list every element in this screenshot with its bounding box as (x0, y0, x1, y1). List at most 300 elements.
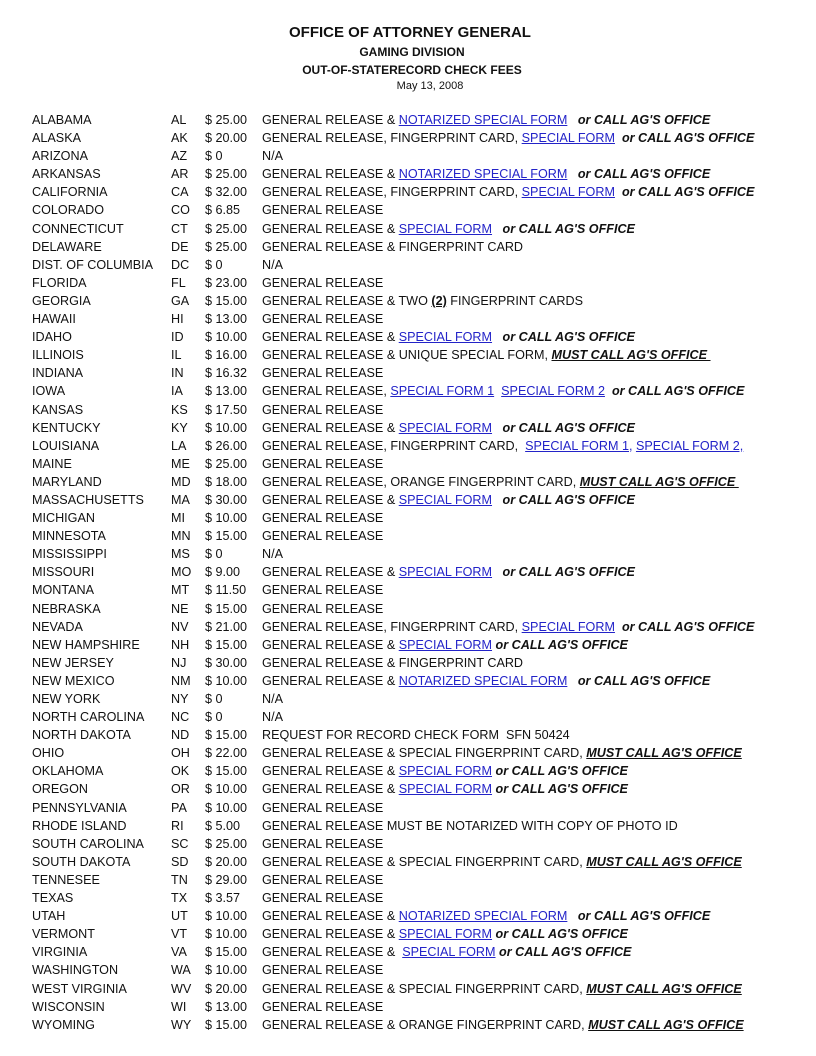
table-row (0, 708, 816, 726)
table-row (0, 147, 816, 165)
requirement-text: GENERAL RELEASE & (262, 167, 399, 182)
fee-amount: $ 15.00 (205, 637, 248, 652)
requirements (262, 183, 754, 201)
fee-amount: $ 10.00 (205, 927, 248, 942)
requirements (262, 437, 743, 455)
requirement-text: GENERAL RELEASE & (262, 673, 399, 688)
fee-amount: $ 30.00 (205, 655, 248, 670)
requirements (262, 401, 383, 419)
table-row (0, 871, 816, 889)
table-row (0, 256, 816, 274)
special-form-link[interactable]: SPECIAL FORM (398, 782, 493, 797)
requirement-text: GENERAL RELEASE, FINGERPRINT CARD, (262, 185, 522, 200)
requirement-text: GENERAL RELEASE (262, 402, 384, 417)
requirement-text (567, 674, 578, 688)
fee-amount: $ 10.00 (205, 511, 248, 526)
requirements (262, 943, 631, 961)
state-abbr: TX (171, 891, 188, 906)
state-name: WEST VIRGINIA (32, 981, 127, 996)
fee-amount: $ 15.00 (205, 529, 248, 544)
requirements (262, 726, 570, 744)
requirements (262, 708, 283, 726)
table-row (0, 744, 816, 762)
state-abbr: MN (171, 529, 191, 544)
requirements (262, 636, 628, 654)
requirements (262, 618, 754, 636)
state-abbr: LA (171, 438, 187, 453)
table-row (0, 111, 816, 129)
fee-amount: $ 30.00 (205, 492, 248, 507)
fee-amount: $ 22.00 (205, 746, 248, 761)
requirements (262, 925, 628, 943)
state-name: MISSOURI (32, 565, 95, 580)
state-name: RHODE ISLAND (32, 818, 127, 833)
requirements (262, 328, 635, 346)
state-name: MICHIGAN (32, 511, 95, 526)
call-office-note: or CALL AG'S OFFICE (577, 909, 711, 924)
special-form-link[interactable]: SPECIAL FORM (398, 420, 493, 435)
must-call-note: MUST CALL AG'S OFFICE (588, 1017, 744, 1032)
requirement-text (615, 131, 622, 145)
requirements (262, 238, 523, 256)
state-name: MASSACHUSETTS (32, 492, 144, 507)
table-row (0, 726, 816, 744)
state-name: UTAH (32, 909, 66, 924)
table-row (0, 545, 816, 563)
call-office-note: or CALL AG'S OFFICE (495, 637, 628, 652)
requirement-text: GENERAL RELEASE & (262, 221, 399, 236)
table-row (0, 1016, 816, 1034)
page-title: OFFICE OF ATTORNEY GENERAL (289, 24, 531, 41)
table-row (0, 473, 816, 491)
state-name: NEVADA (32, 619, 83, 634)
table-row (0, 780, 816, 798)
must-call-note: MUST CALL AG'S OFFICE (586, 746, 742, 761)
state-abbr: SD (171, 854, 189, 869)
requirements (262, 473, 739, 491)
state-name: DELAWARE (32, 239, 102, 254)
requirements (262, 1016, 744, 1034)
state-name: MINNESOTA (32, 529, 106, 544)
document-date: May 13, 2008 (396, 80, 464, 92)
requirement-text (567, 909, 578, 923)
state-abbr: CT (171, 221, 188, 236)
requirement-text: GENERAL RELEASE & (262, 330, 399, 345)
requirements (262, 346, 711, 364)
fee-amount: $ 25.00 (205, 836, 248, 851)
requirements (262, 292, 583, 310)
requirement-text: GENERAL RELEASE (262, 583, 384, 598)
fee-amount: $ 16.32 (205, 366, 248, 381)
special-form-link[interactable]: SPECIAL FORM (398, 565, 493, 580)
table-row (0, 129, 816, 147)
state-name: MISSISSIPPI (32, 547, 107, 562)
fee-amount: $ 15.00 (205, 728, 248, 743)
special-form-link[interactable]: NOTARIZED SPECIAL FORM (398, 909, 568, 924)
state-abbr: OK (171, 764, 190, 779)
special-form-link[interactable]: SPECIAL FORM (521, 131, 615, 146)
call-office-note: or CALL AG'S OFFICE (621, 185, 755, 200)
requirement-text: N/A (262, 710, 283, 725)
state-name: NEW YORK (32, 692, 101, 706)
must-call-note: MUST CALL AG'S OFFICE (586, 981, 742, 996)
state-name: IDAHO (32, 330, 72, 345)
call-office-note: or CALL AG'S OFFICE (499, 945, 632, 960)
table-row (0, 220, 816, 238)
special-form-link[interactable]: NOTARIZED SPECIAL FORM (398, 167, 568, 182)
fee-amount: $ 10.00 (205, 782, 248, 797)
state-name: NORTH CAROLINA (32, 710, 145, 725)
requirements (262, 147, 283, 165)
table-row (0, 998, 816, 1016)
requirements (262, 817, 678, 835)
must-call-note: MUST CALL AG'S OFFICE (586, 854, 742, 869)
special-form-link[interactable]: SPECIAL FORM (402, 945, 496, 960)
requirements (262, 201, 383, 219)
requirements (262, 961, 383, 979)
table-row (0, 364, 816, 382)
requirements (262, 835, 383, 853)
requirement-text: GENERAL RELEASE MUST BE NOTARIZED WITH COPY OF PHOTO ID (262, 818, 678, 833)
table-row (0, 799, 816, 817)
requirement-text: REQUEST FOR RECORD CHECK FORM SFN 50424 (262, 728, 570, 743)
table-row (0, 419, 816, 437)
table-row (0, 853, 816, 871)
state-abbr: KY (171, 420, 188, 435)
call-office-note: or CALL AG'S OFFICE (502, 420, 635, 435)
requirement-text: N/A (262, 547, 283, 562)
special-form-link[interactable]: SPECIAL FORM (398, 764, 493, 779)
state-name: WISCONSIN (32, 999, 105, 1014)
requirement-text: GENERAL RELEASE & TWO (262, 293, 432, 308)
table-row (0, 563, 816, 581)
requirement-text: GENERAL RELEASE (262, 872, 384, 887)
table-row (0, 328, 816, 346)
fee-amount: $ 32.00 (205, 185, 248, 200)
fee-amount: $ 0 (205, 257, 223, 272)
state-abbr: GA (171, 293, 190, 308)
requirement-text: GENERAL RELEASE (262, 891, 384, 906)
state-name: MARYLAND (32, 474, 102, 489)
call-office-note: or CALL AG'S OFFICE (495, 764, 628, 779)
state-abbr: ID (171, 330, 184, 345)
requirement-text: GENERAL RELEASE & SPECIAL FINGERPRINT CARD, (262, 746, 587, 761)
state-abbr: RI (171, 818, 184, 833)
state-abbr: MT (171, 583, 190, 598)
requirement-text (615, 620, 622, 634)
state-name: DIST. OF COLUMBIA (32, 257, 154, 272)
fee-amount: $ 15.00 (205, 601, 248, 616)
requirements (262, 600, 383, 618)
state-abbr: AR (171, 167, 189, 182)
fee-amount: $ 0 (205, 710, 223, 725)
call-office-note: or CALL AG'S OFFICE (502, 492, 635, 507)
state-abbr: CA (171, 185, 189, 200)
state-name: NEW HAMPSHIRE (32, 637, 140, 652)
special-form-link[interactable]: SPECIAL FORM 1 (390, 384, 495, 399)
special-form-link[interactable]: SPECIAL FORM (398, 221, 493, 236)
state-abbr: AL (171, 113, 187, 127)
state-abbr: OR (171, 782, 190, 797)
fee-amount: $ 21.00 (205, 619, 248, 634)
requirement-text: GENERAL RELEASE (262, 836, 384, 851)
requirement-text: GENERAL RELEASE & SPECIAL FINGERPRINT CARD, (262, 981, 587, 996)
state-abbr: MA (171, 492, 190, 507)
fee-amount: $ 15.00 (205, 945, 248, 960)
fee-amount: $ 10.00 (205, 909, 248, 924)
state-name: KANSAS (32, 402, 84, 417)
table-row (0, 600, 816, 618)
fee-amount: $ 17.50 (205, 402, 248, 417)
fee-amount: $ 26.00 (205, 438, 248, 453)
fee-amount: $ 5.00 (205, 818, 241, 833)
requirements (262, 581, 383, 599)
requirement-text: GENERAL RELEASE & (262, 565, 399, 580)
requirement-text: GENERAL RELEASE & (262, 764, 399, 779)
requirements (262, 907, 710, 925)
state-abbr: AK (171, 131, 188, 146)
state-name: ARIZONA (32, 149, 88, 164)
table-row (0, 509, 816, 527)
requirements (262, 563, 635, 581)
requirements (262, 980, 742, 998)
state-name: SOUTH DAKOTA (32, 854, 131, 869)
table-row (0, 310, 816, 328)
requirement-text: GENERAL RELEASE (262, 312, 384, 327)
state-name: HAWAII (32, 312, 76, 327)
special-form-link[interactable]: NOTARIZED SPECIAL FORM (398, 113, 568, 127)
requirement-text (492, 222, 503, 236)
state-name: ARKANSAS (32, 167, 101, 182)
fee-amount: $ 15.00 (205, 1017, 248, 1032)
table-row (0, 183, 816, 201)
state-name: FLORIDA (32, 275, 87, 290)
state-name: IOWA (32, 384, 66, 399)
state-abbr: NY (171, 692, 189, 706)
table-row (0, 201, 816, 219)
state-abbr: CO (171, 203, 190, 218)
special-form-link[interactable]: SPECIAL FORM (398, 927, 493, 942)
requirement-text: GENERAL RELEASE (262, 275, 384, 290)
requirements (262, 220, 635, 238)
state-abbr: HI (171, 312, 184, 327)
state-abbr: VT (171, 927, 188, 942)
state-name: CALIFORNIA (32, 185, 108, 200)
count-emphasis: (2) (431, 293, 447, 308)
state-abbr: NE (171, 601, 189, 616)
requirement-text (492, 421, 503, 435)
state-name: OKLAHOMA (32, 764, 104, 779)
requirement-text: GENERAL RELEASE, FINGERPRINT CARD, (262, 619, 522, 634)
requirement-text: GENERAL RELEASE & FINGERPRINT CARD (262, 655, 524, 670)
requirements (262, 455, 383, 473)
fee-amount: $ 29.00 (205, 872, 248, 887)
special-form-link[interactable]: NOTARIZED SPECIAL FORM (398, 673, 568, 688)
fee-amount: $ 0 (205, 547, 223, 562)
document-subtitle: OUT-OF-STATERECORD CHECK FEES (302, 63, 522, 77)
state-abbr: OH (171, 746, 190, 761)
requirement-text (567, 113, 578, 127)
special-form-link[interactable]: SPECIAL FORM (398, 637, 493, 652)
requirements (262, 256, 283, 274)
state-name: TEXAS (32, 891, 74, 906)
call-office-note: or CALL AG'S OFFICE (495, 782, 628, 797)
call-office-note: or CALL AG'S OFFICE (621, 619, 755, 634)
table-row (0, 382, 816, 400)
state-abbr: PA (171, 800, 187, 815)
state-abbr: NJ (171, 655, 187, 670)
requirements (262, 527, 383, 545)
table-row (0, 925, 816, 943)
fee-amount: $ 25.00 (205, 221, 248, 236)
fee-amount: $ 10.00 (205, 800, 248, 815)
requirement-text (492, 493, 503, 507)
state-name: OREGON (32, 782, 88, 797)
requirements (262, 889, 383, 907)
state-abbr: ME (171, 456, 190, 471)
requirement-text: GENERAL RELEASE (262, 456, 384, 471)
state-name: COLORADO (32, 203, 105, 218)
fee-amount: $ 10.00 (205, 963, 248, 978)
state-abbr: NH (171, 637, 190, 652)
table-row (0, 961, 816, 979)
requirement-text: N/A (262, 149, 283, 164)
requirements (262, 274, 383, 292)
requirements (262, 364, 383, 382)
table-row (0, 690, 816, 708)
state-abbr: AZ (171, 149, 188, 164)
requirement-text: GENERAL RELEASE & (262, 782, 399, 797)
requirement-text: GENERAL RELEASE & (262, 927, 399, 942)
fee-amount: $ 20.00 (205, 981, 248, 996)
fee-amount: $ 25.00 (205, 113, 248, 127)
table-row (0, 907, 816, 925)
table-row (0, 618, 816, 636)
fee-amount: $ 0 (205, 692, 223, 706)
state-name: NEBRASKA (32, 601, 101, 616)
fee-amount: $ 20.00 (205, 131, 248, 146)
requirements (262, 509, 383, 527)
requirement-text (615, 185, 622, 199)
table-row (0, 980, 816, 998)
requirement-text: GENERAL RELEASE & UNIQUE SPECIAL FORM, (262, 348, 552, 363)
fee-amount: $ 23.00 (205, 275, 248, 290)
requirements (262, 780, 628, 798)
state-abbr: MS (171, 547, 190, 562)
special-form-link[interactable]: SPECIAL FORM 2, (635, 438, 744, 453)
requirements (262, 744, 742, 762)
requirement-text: GENERAL RELEASE & ORANGE FINGERPRINT CARD, (262, 1017, 589, 1032)
requirement-text: GENERAL RELEASE, FINGERPRINT CARD, (262, 131, 522, 146)
state-name: NORTH DAKOTA (32, 728, 131, 743)
state-name: ALASKA (32, 131, 82, 146)
requirement-text: GENERAL RELEASE (262, 601, 384, 616)
requirement-text: GENERAL RELEASE & (262, 637, 399, 652)
table-row (0, 346, 816, 364)
call-office-note: or CALL AG'S OFFICE (495, 927, 628, 942)
fee-amount: $ 10.00 (205, 330, 248, 345)
table-row (0, 817, 816, 835)
fee-amount: $ 10.00 (205, 420, 248, 435)
state-abbr: MI (171, 511, 185, 526)
call-office-note: or CALL AG'S OFFICE (577, 167, 711, 182)
table-row (0, 581, 816, 599)
fee-amount: $ 15.00 (205, 764, 248, 779)
state-abbr: TN (171, 872, 188, 887)
requirement-text: GENERAL RELEASE (262, 366, 384, 381)
state-abbr: IN (171, 366, 184, 381)
fee-amount: $ 15.00 (205, 293, 248, 308)
fee-amount: $ 11.50 (205, 583, 247, 598)
fee-amount: $ 25.00 (205, 239, 248, 254)
state-abbr: DC (171, 257, 190, 272)
special-form-link[interactable]: SPECIAL FORM (398, 492, 493, 507)
special-form-link[interactable]: SPECIAL FORM (521, 185, 615, 200)
state-name: INDIANA (32, 366, 84, 381)
requirements (262, 491, 635, 509)
requirement-text: GENERAL RELEASE & (262, 113, 399, 127)
table-row (0, 527, 816, 545)
requirement-text: FINGERPRINT CARDS (446, 293, 583, 308)
state-name: OHIO (32, 746, 65, 761)
requirement-text: GENERAL RELEASE, (262, 384, 391, 399)
requirements (262, 165, 710, 183)
table-row (0, 636, 816, 654)
requirements (262, 690, 283, 708)
special-form-link[interactable]: SPECIAL FORM (521, 619, 615, 634)
fee-amount: $ 10.00 (205, 673, 248, 688)
requirement-text: GENERAL RELEASE (262, 999, 384, 1014)
table-row (0, 292, 816, 310)
fee-amount: $ 25.00 (205, 167, 248, 182)
requirements (262, 853, 742, 871)
state-abbr: KS (171, 402, 188, 417)
requirements (262, 129, 754, 147)
call-office-note: or CALL AG'S OFFICE (577, 113, 711, 127)
fee-amount: $ 13.00 (205, 384, 248, 399)
state-name: CONNECTICUT (32, 221, 124, 236)
requirements (262, 654, 523, 672)
requirement-text: GENERAL RELEASE & (262, 945, 403, 960)
special-form-link[interactable]: SPECIAL FORM (398, 330, 493, 345)
division-title: GAMING DIVISION (359, 45, 465, 59)
requirements (262, 545, 283, 563)
table-row (0, 401, 816, 419)
table-row (0, 491, 816, 509)
special-form-link[interactable]: SPECIAL FORM 1, (525, 438, 633, 453)
requirement-text: GENERAL RELEASE (262, 963, 384, 978)
requirement-text: N/A (262, 692, 283, 706)
state-abbr: WY (171, 1017, 192, 1032)
fee-amount: $ 13.00 (205, 312, 248, 327)
fee-amount: $ 3.57 (205, 891, 241, 906)
state-abbr: WI (171, 999, 187, 1014)
table-row (0, 762, 816, 780)
call-office-note: or CALL AG'S OFFICE (577, 673, 711, 688)
state-name: KENTUCKY (32, 420, 101, 435)
requirement-text: GENERAL RELEASE & SPECIAL FINGERPRINT CARD, (262, 854, 587, 869)
state-abbr: IL (171, 348, 182, 363)
state-abbr: MD (171, 474, 191, 489)
requirement-text (605, 384, 612, 398)
requirement-text: GENERAL RELEASE, ORANGE FINGERPRINT CARD, (262, 474, 580, 489)
requirement-text: GENERAL RELEASE & (262, 420, 399, 435)
special-form-link[interactable]: SPECIAL FORM 2 (501, 384, 605, 399)
fee-amount: $ 25.00 (205, 456, 248, 471)
table-row (0, 165, 816, 183)
requirements (262, 419, 635, 437)
table-row (0, 274, 816, 292)
